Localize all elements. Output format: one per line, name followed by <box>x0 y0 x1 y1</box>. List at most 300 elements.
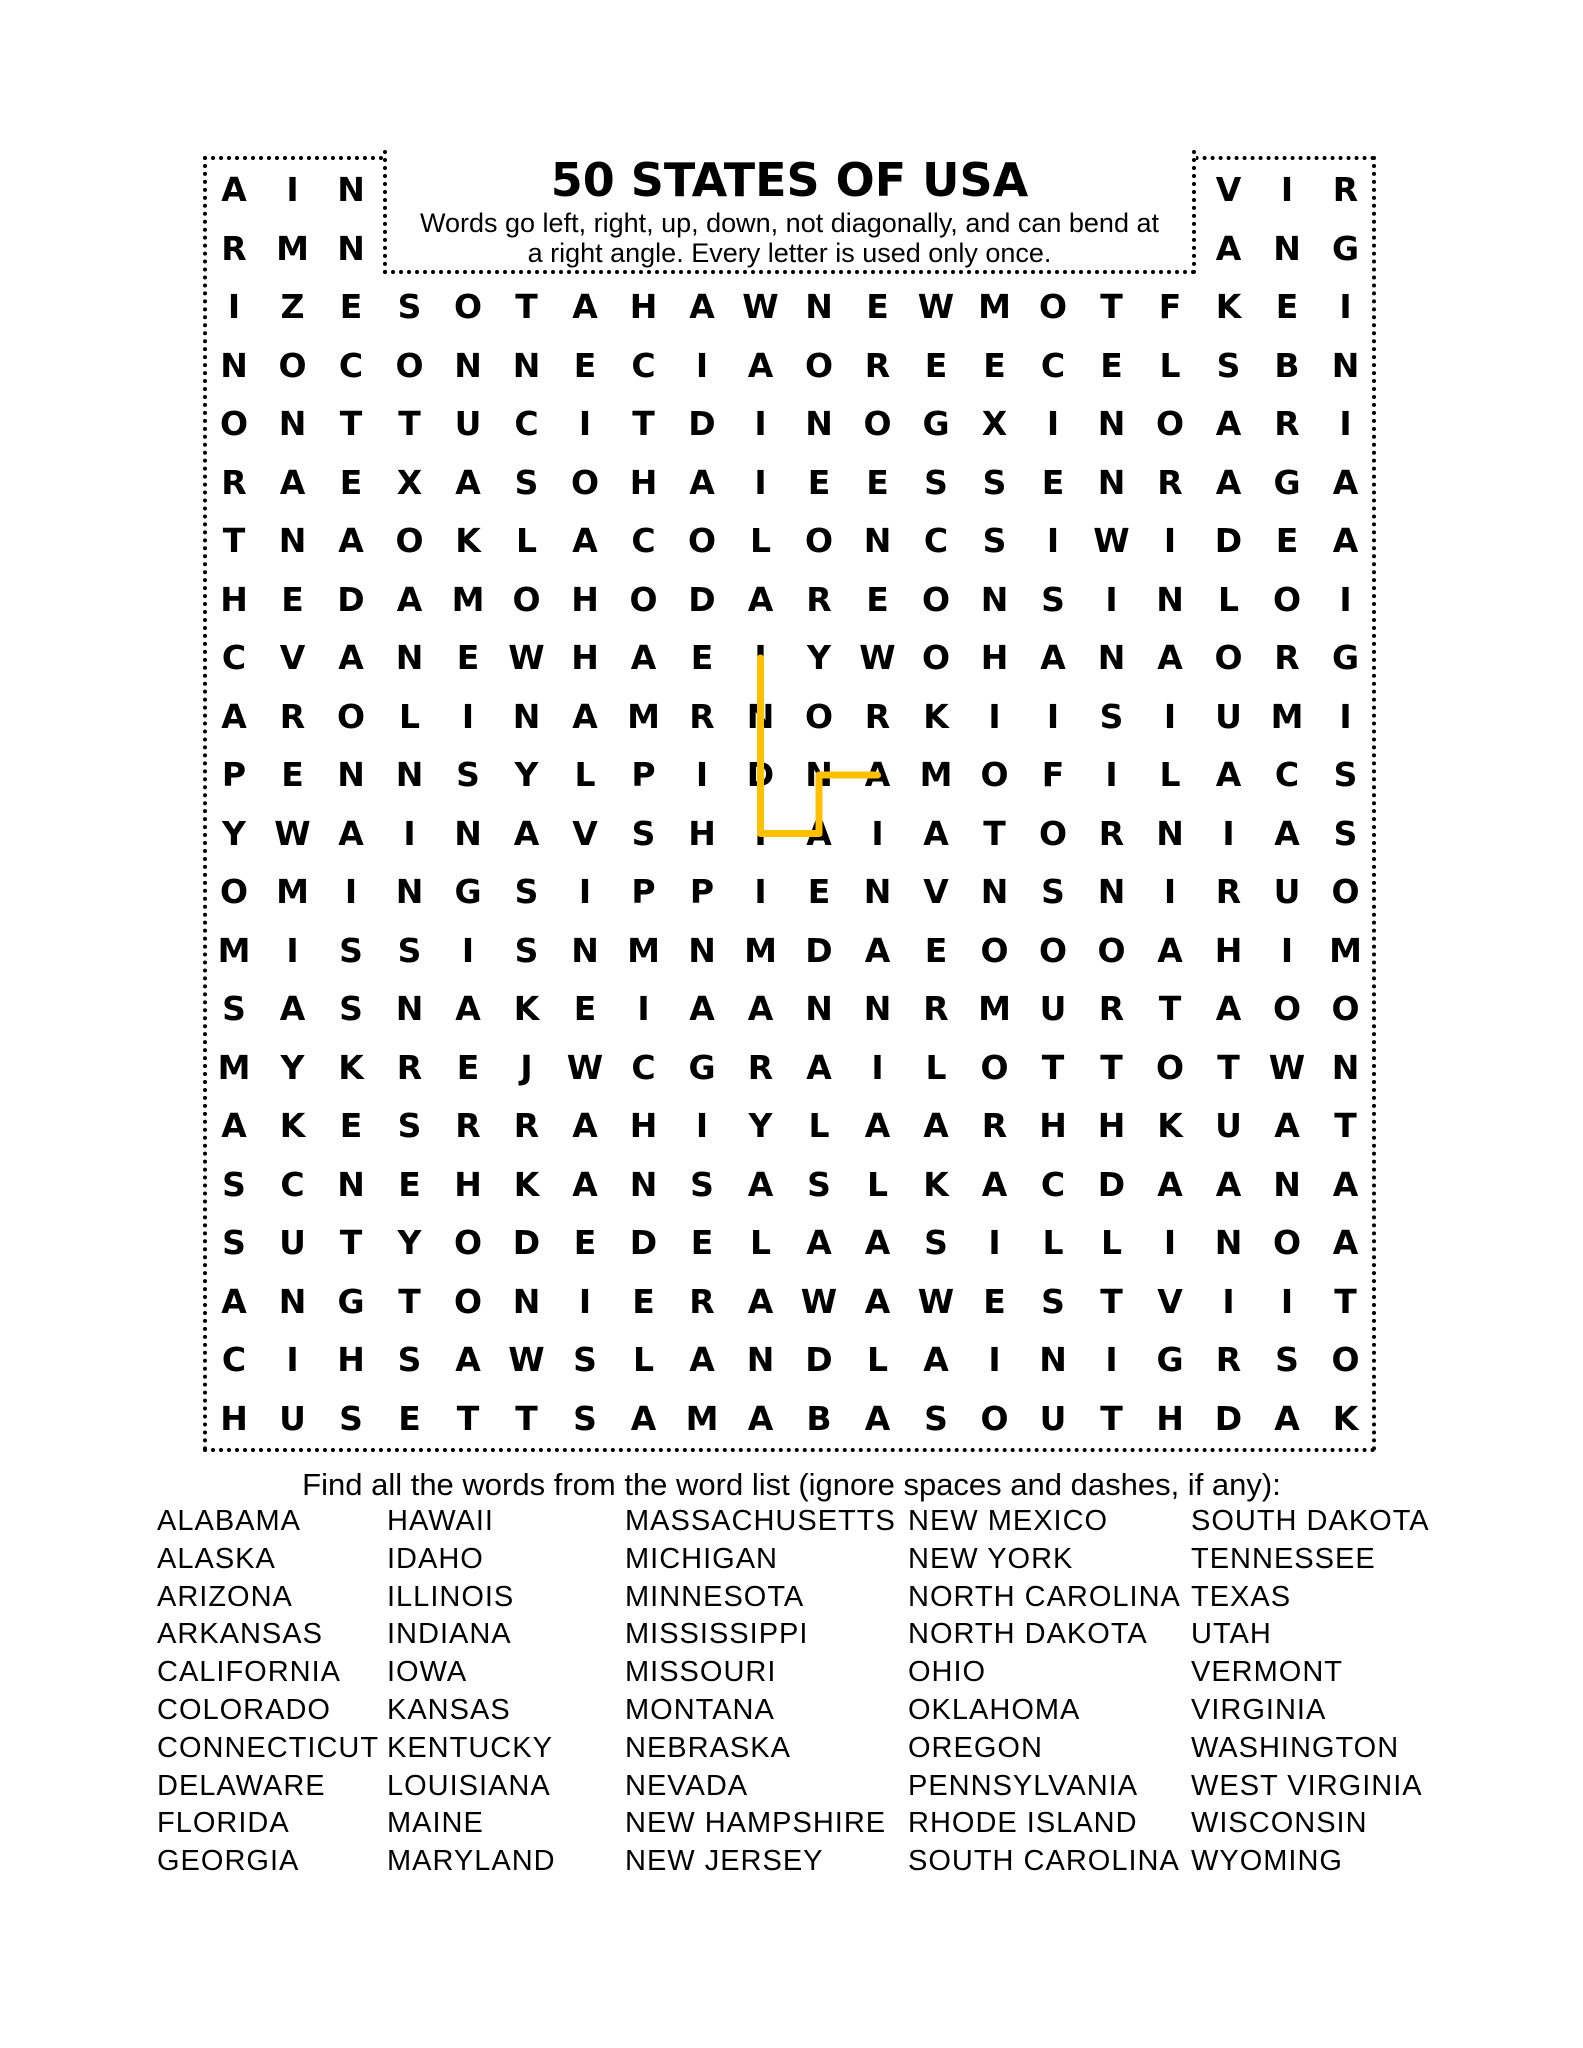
grid-letter[interactable]: N <box>980 579 1009 619</box>
grid-letter[interactable]: E <box>456 638 480 677</box>
grid-letter[interactable]: N <box>1097 638 1126 677</box>
grid-letter[interactable]: D <box>512 1223 541 1262</box>
grid-letter[interactable]: R <box>396 1047 423 1087</box>
grid-letter[interactable]: N <box>1156 579 1184 619</box>
grid-letter[interactable]: P <box>631 755 656 794</box>
grid-letter[interactable]: T <box>1100 1281 1123 1321</box>
grid-letter[interactable]: S <box>1041 579 1065 619</box>
grid-letter[interactable]: E <box>573 1223 597 1262</box>
grid-letter[interactable]: L <box>515 521 538 560</box>
grid-letter[interactable]: E <box>281 755 304 794</box>
grid-letter[interactable]: O <box>278 345 307 385</box>
grid-letter[interactable]: F <box>1158 287 1182 326</box>
grid-letter[interactable]: A <box>221 170 247 209</box>
grid-letter[interactable]: O <box>980 1047 1009 1087</box>
grid-letter[interactable]: I <box>403 813 416 853</box>
grid-letter[interactable]: R <box>864 696 891 736</box>
grid-letter[interactable]: S <box>222 1223 246 1262</box>
grid-letter[interactable]: S <box>339 989 363 1028</box>
grid-letter[interactable]: A <box>572 1164 598 1204</box>
grid-letter[interactable]: K <box>279 1106 306 1145</box>
grid-letter[interactable]: A <box>806 813 832 853</box>
grid-letter[interactable]: T <box>222 521 246 560</box>
grid-letter[interactable]: C <box>631 1047 656 1087</box>
grid-letter[interactable]: D <box>805 1340 833 1379</box>
grid-letter[interactable]: H <box>629 1106 658 1145</box>
grid-letter[interactable]: O <box>1331 1340 1360 1379</box>
grid-letter[interactable]: A <box>806 1047 832 1087</box>
grid-letter[interactable]: S <box>631 813 656 853</box>
grid-letter[interactable]: E <box>456 1047 480 1087</box>
grid-letter[interactable]: I <box>871 1047 884 1087</box>
grid-letter[interactable]: I <box>1163 696 1177 736</box>
grid-letter[interactable]: O <box>453 1223 483 1262</box>
grid-letter[interactable]: A <box>1332 521 1359 560</box>
grid-letter[interactable]: N <box>337 755 365 794</box>
grid-letter[interactable]: T <box>632 404 655 443</box>
grid-letter[interactable]: N <box>629 1164 658 1204</box>
grid-letter[interactable]: A <box>572 1106 598 1145</box>
grid-letter[interactable]: I <box>695 755 709 794</box>
grid-letter[interactable]: I <box>695 345 709 385</box>
grid-letter[interactable]: Y <box>807 638 831 677</box>
grid-letter[interactable]: R <box>513 1106 540 1145</box>
grid-letter[interactable]: E <box>690 1223 714 1262</box>
grid-letter[interactable]: C <box>1040 1164 1066 1204</box>
grid-letter[interactable]: A <box>572 287 598 326</box>
grid-letter[interactable]: A <box>1215 462 1242 502</box>
grid-letter[interactable]: N <box>278 1281 307 1321</box>
grid-letter[interactable]: T <box>1217 1047 1240 1087</box>
grid-letter[interactable]: O <box>804 345 834 385</box>
grid-letter[interactable]: N <box>863 989 892 1028</box>
grid-letter[interactable]: O <box>512 579 541 619</box>
grid-letter[interactable]: C <box>631 521 656 560</box>
grid-letter[interactable]: N <box>1156 813 1184 853</box>
grid-letter[interactable]: S <box>397 930 422 970</box>
grid-letter[interactable]: T <box>339 404 363 443</box>
grid-letter[interactable]: A <box>923 813 949 853</box>
grid-letter[interactable]: C <box>514 404 539 443</box>
grid-letter[interactable]: T <box>1334 1106 1357 1145</box>
grid-letter[interactable]: V <box>572 813 598 853</box>
grid-letter[interactable]: R <box>864 345 891 385</box>
grid-letter[interactable]: I <box>344 872 358 911</box>
grid-letter[interactable]: A <box>221 1106 247 1145</box>
grid-letter[interactable]: I <box>1163 521 1177 560</box>
grid-letter[interactable]: I <box>461 696 475 736</box>
grid-letter[interactable]: O <box>1155 1047 1185 1087</box>
grid-letter[interactable]: S <box>982 521 1007 560</box>
grid-letter[interactable]: D <box>1214 521 1243 560</box>
grid-letter[interactable]: W <box>859 638 896 677</box>
grid-letter[interactable]: N <box>395 872 424 911</box>
grid-letter[interactable]: U <box>1273 872 1301 911</box>
grid-letter[interactable]: I <box>286 1340 299 1379</box>
grid-letter[interactable]: G <box>922 404 950 443</box>
grid-letter[interactable]: R <box>455 1106 481 1145</box>
grid-letter[interactable]: Y <box>222 813 246 853</box>
grid-letter[interactable]: I <box>578 404 592 443</box>
grid-letter[interactable]: S <box>514 462 539 502</box>
grid-letter[interactable]: O <box>395 345 424 385</box>
grid-letter[interactable]: E <box>573 345 597 385</box>
grid-letter[interactable]: D <box>688 579 716 619</box>
grid-letter[interactable]: O <box>1038 930 1068 970</box>
grid-letter[interactable]: L <box>1042 1223 1064 1262</box>
grid-letter[interactable]: W <box>1093 521 1130 560</box>
grid-letter[interactable]: A <box>689 1340 715 1379</box>
grid-letter[interactable]: N <box>1039 1340 1067 1379</box>
grid-letter[interactable]: I <box>1339 404 1352 443</box>
grid-letter[interactable]: I <box>988 696 1001 736</box>
grid-letter[interactable]: I <box>1105 579 1118 619</box>
grid-letter[interactable]: A <box>221 1281 247 1321</box>
grid-letter[interactable]: P <box>631 872 656 911</box>
grid-letter[interactable]: O <box>1272 989 1302 1028</box>
grid-letter[interactable]: E <box>339 287 363 326</box>
grid-letter[interactable]: G <box>1331 638 1360 677</box>
grid-letter[interactable]: S <box>1333 813 1358 853</box>
grid-letter[interactable]: S <box>339 930 363 970</box>
grid-letter[interactable]: R <box>1215 1340 1242 1379</box>
grid-letter[interactable]: S <box>1275 1340 1299 1379</box>
grid-letter[interactable]: O <box>629 579 658 619</box>
grid-letter[interactable]: I <box>1339 696 1352 736</box>
grid-letter[interactable]: T <box>1100 1398 1123 1438</box>
grid-letter[interactable]: A <box>1157 1164 1183 1204</box>
grid-letter[interactable]: L <box>749 521 772 560</box>
grid-letter[interactable]: H <box>1039 1106 1067 1145</box>
grid-letter[interactable]: S <box>1216 345 1241 385</box>
grid-letter[interactable]: G <box>1331 228 1360 268</box>
grid-letter[interactable]: S <box>924 462 948 502</box>
grid-letter[interactable]: O <box>336 696 366 736</box>
grid-letter[interactable]: I <box>227 287 241 326</box>
grid-letter[interactable]: O <box>1331 989 1360 1028</box>
grid-letter[interactable]: E <box>1100 345 1123 385</box>
grid-letter[interactable]: A <box>630 1398 657 1438</box>
grid-letter[interactable]: S <box>456 755 480 794</box>
grid-letter[interactable]: M <box>1270 696 1304 736</box>
grid-letter[interactable]: U <box>279 1398 306 1438</box>
grid-letter[interactable]: M <box>451 579 485 619</box>
grid-letter[interactable]: A <box>338 521 364 560</box>
grid-letter[interactable]: H <box>629 462 658 502</box>
grid-letter[interactable]: W <box>508 1340 545 1379</box>
grid-letter[interactable]: E <box>690 638 714 677</box>
grid-letter[interactable]: L <box>1100 1223 1123 1262</box>
grid-letter[interactable]: I <box>1046 404 1060 443</box>
grid-letter[interactable]: K <box>513 1164 540 1204</box>
grid-letter[interactable]: C <box>338 345 364 385</box>
grid-letter[interactable]: R <box>747 1047 774 1087</box>
grid-letter[interactable]: A <box>1215 989 1242 1028</box>
grid-letter[interactable]: E <box>632 1281 655 1321</box>
grid-letter[interactable]: N <box>980 872 1009 911</box>
grid-letter[interactable]: I <box>1046 696 1060 736</box>
grid-letter[interactable]: R <box>221 228 247 268</box>
grid-letter[interactable]: K <box>923 1164 949 1204</box>
grid-letter[interactable]: N <box>337 1164 365 1204</box>
grid-letter[interactable]: N <box>337 228 365 268</box>
grid-letter[interactable]: S <box>397 1340 422 1379</box>
grid-letter[interactable]: E <box>398 1164 421 1204</box>
grid-letter[interactable]: A <box>455 462 481 502</box>
grid-letter[interactable]: G <box>454 872 482 911</box>
grid-letter[interactable]: N <box>1273 1164 1301 1204</box>
grid-letter[interactable]: M <box>627 696 660 736</box>
grid-letter[interactable]: C <box>221 1340 247 1379</box>
grid-letter[interactable]: S <box>982 462 1007 502</box>
grid-letter[interactable]: R <box>806 579 832 619</box>
grid-letter[interactable]: A <box>1157 638 1183 677</box>
grid-letter[interactable]: R <box>1332 170 1359 209</box>
grid-letter[interactable]: N <box>805 404 833 443</box>
grid-letter[interactable]: N <box>395 989 424 1028</box>
grid-letter[interactable]: S <box>924 1223 948 1262</box>
grid-letter[interactable]: I <box>988 1340 1001 1379</box>
grid-letter[interactable]: R <box>1098 989 1125 1028</box>
grid-letter[interactable]: I <box>637 989 650 1028</box>
grid-letter[interactable]: R <box>689 696 715 736</box>
grid-letter[interactable]: D <box>629 1223 658 1262</box>
grid-letter[interactable]: I <box>578 1281 592 1321</box>
grid-letter[interactable]: N <box>1097 462 1126 502</box>
grid-letter[interactable]: B <box>806 1398 832 1438</box>
grid-letter[interactable]: M <box>217 930 251 970</box>
grid-letter[interactable]: A <box>806 1223 832 1262</box>
grid-letter[interactable]: O <box>570 462 600 502</box>
grid-letter[interactable]: O <box>1272 579 1302 619</box>
grid-letter[interactable]: Y <box>514 755 539 794</box>
grid-letter[interactable]: N <box>863 872 892 911</box>
grid-letter[interactable]: A <box>864 1106 891 1145</box>
grid-letter[interactable]: I <box>1163 1223 1177 1262</box>
grid-letter[interactable]: A <box>864 755 891 794</box>
grid-letter[interactable]: C <box>221 638 247 677</box>
grid-letter[interactable]: W <box>508 638 545 677</box>
grid-letter[interactable]: S <box>397 287 422 326</box>
grid-letter[interactable]: A <box>1215 228 1242 268</box>
grid-letter[interactable]: T <box>398 1281 421 1321</box>
grid-letter[interactable]: O <box>980 1398 1009 1438</box>
grid-letter[interactable]: E <box>398 1398 421 1438</box>
grid-letter[interactable]: L <box>866 1164 889 1204</box>
grid-letter[interactable]: S <box>397 1106 422 1145</box>
grid-letter[interactable]: R <box>1274 638 1300 677</box>
grid-letter[interactable]: N <box>1214 1223 1243 1262</box>
grid-letter[interactable]: D <box>337 579 365 619</box>
grid-letter[interactable]: D <box>746 755 775 794</box>
grid-letter[interactable]: E <box>924 930 948 970</box>
grid-letter[interactable]: A <box>279 989 306 1028</box>
grid-letter[interactable]: T <box>1334 1281 1357 1321</box>
grid-letter[interactable]: I <box>695 1106 709 1145</box>
grid-letter[interactable]: E <box>807 872 831 911</box>
grid-letter[interactable]: O <box>1038 813 1068 853</box>
grid-letter[interactable]: A <box>572 696 598 736</box>
grid-letter[interactable]: N <box>337 170 365 209</box>
grid-letter[interactable]: O <box>1214 638 1243 677</box>
grid-letter[interactable]: A <box>1274 1398 1300 1438</box>
grid-letter[interactable]: L <box>749 1223 772 1262</box>
grid-letter[interactable]: K <box>1215 287 1242 326</box>
grid-letter[interactable]: L <box>1159 755 1181 794</box>
grid-letter[interactable]: O <box>453 287 483 326</box>
grid-letter[interactable]: M <box>276 872 309 911</box>
grid-letter[interactable]: S <box>222 989 246 1028</box>
grid-letter[interactable]: M <box>744 930 777 970</box>
grid-letter[interactable]: A <box>747 1281 774 1321</box>
grid-letter[interactable]: R <box>1157 462 1183 502</box>
grid-letter[interactable]: F <box>1041 755 1065 794</box>
grid-letter[interactable]: Z <box>280 287 305 326</box>
grid-letter[interactable]: N <box>220 345 248 385</box>
grid-letter[interactable]: C <box>631 345 656 385</box>
grid-letter[interactable]: N <box>746 696 775 736</box>
grid-letter[interactable]: I <box>871 813 884 853</box>
grid-letter[interactable]: O <box>863 404 892 443</box>
grid-letter[interactable]: S <box>807 1164 831 1204</box>
grid-letter[interactable]: E <box>866 287 889 326</box>
grid-letter[interactable]: N <box>454 813 482 853</box>
grid-letter[interactable]: O <box>687 521 717 560</box>
grid-letter[interactable]: S <box>1099 696 1124 736</box>
grid-letter[interactable]: T <box>1100 1047 1123 1087</box>
grid-letter[interactable]: S <box>1041 872 1065 911</box>
grid-letter[interactable]: O <box>980 755 1009 794</box>
grid-letter[interactable]: I <box>1046 521 1060 560</box>
grid-letter[interactable]: O <box>921 579 951 619</box>
grid-letter[interactable]: B <box>1274 345 1300 385</box>
grid-letter[interactable]: L <box>866 1340 889 1379</box>
grid-letter[interactable]: D <box>805 930 833 970</box>
grid-letter[interactable]: A <box>864 1398 891 1438</box>
grid-letter[interactable]: R <box>221 462 247 502</box>
grid-letter[interactable]: N <box>805 287 833 326</box>
grid-letter[interactable]: I <box>1280 170 1294 209</box>
grid-letter[interactable]: N <box>805 755 833 794</box>
grid-letter[interactable]: A <box>1332 1164 1359 1204</box>
grid-letter[interactable]: N <box>512 345 541 385</box>
grid-letter[interactable]: A <box>1157 930 1183 970</box>
grid-letter[interactable]: I <box>1222 1281 1235 1321</box>
grid-letter[interactable]: W <box>917 1281 955 1321</box>
grid-letter[interactable]: A <box>1274 813 1300 853</box>
grid-letter[interactable]: A <box>689 287 715 326</box>
grid-letter[interactable]: N <box>688 930 716 970</box>
grid-letter[interactable]: R <box>689 1281 715 1321</box>
grid-letter[interactable]: G <box>1273 462 1301 502</box>
grid-letter[interactable]: N <box>746 1340 775 1379</box>
grid-letter[interactable]: X <box>981 404 1008 443</box>
grid-letter[interactable]: I <box>461 930 475 970</box>
grid-letter[interactable]: N <box>805 989 833 1028</box>
grid-letter[interactable]: M <box>978 287 1011 326</box>
grid-letter[interactable]: P <box>221 755 247 794</box>
grid-letter[interactable]: V <box>923 872 949 911</box>
grid-letter[interactable]: S <box>222 1164 246 1204</box>
grid-letter[interactable]: I <box>578 872 592 911</box>
grid-letter[interactable]: T <box>398 404 421 443</box>
grid-letter[interactable]: Y <box>748 1106 773 1145</box>
grid-letter[interactable]: E <box>983 345 1006 385</box>
grid-letter[interactable]: H <box>980 638 1009 677</box>
grid-letter[interactable]: A <box>1215 1164 1242 1204</box>
grid-letter[interactable]: E <box>1275 287 1299 326</box>
grid-letter[interactable]: H <box>1214 930 1243 970</box>
grid-letter[interactable]: A <box>747 989 774 1028</box>
grid-letter[interactable]: O <box>1155 404 1185 443</box>
grid-letter[interactable]: N <box>1273 228 1301 268</box>
grid-letter[interactable]: M <box>1329 930 1362 970</box>
grid-letter[interactable]: H <box>688 813 716 853</box>
grid-letter[interactable]: W <box>800 1281 838 1321</box>
grid-letter[interactable]: L <box>1159 345 1181 385</box>
grid-letter[interactable]: O <box>1038 287 1068 326</box>
grid-letter[interactable]: A <box>1040 638 1066 677</box>
grid-letter[interactable]: I <box>1339 579 1352 619</box>
grid-letter[interactable]: E <box>339 1106 363 1145</box>
grid-letter[interactable]: N <box>395 638 424 677</box>
grid-letter[interactable]: I <box>988 1223 1001 1262</box>
grid-letter[interactable]: A <box>1215 755 1242 794</box>
grid-letter[interactable]: O <box>219 872 249 911</box>
grid-letter[interactable]: I <box>1280 1281 1294 1321</box>
grid-letter[interactable]: D <box>688 404 716 443</box>
grid-letter[interactable]: U <box>279 1223 306 1262</box>
grid-letter[interactable]: M <box>276 228 309 268</box>
grid-letter[interactable]: O <box>804 696 834 736</box>
grid-letter[interactable]: O <box>1097 930 1126 970</box>
grid-letter[interactable]: O <box>219 404 249 443</box>
grid-letter[interactable]: N <box>278 404 307 443</box>
grid-letter[interactable]: A <box>630 638 657 677</box>
grid-letter[interactable]: E <box>1275 521 1299 560</box>
grid-letter[interactable]: E <box>807 462 831 502</box>
grid-letter[interactable]: P <box>689 872 715 911</box>
grid-letter[interactable]: N <box>1331 1047 1360 1087</box>
grid-letter[interactable]: N <box>1331 345 1360 385</box>
grid-letter[interactable]: U <box>1215 696 1242 736</box>
grid-letter[interactable]: C <box>280 1164 305 1204</box>
grid-letter[interactable]: W <box>274 813 311 853</box>
grid-letter[interactable]: S <box>573 1340 597 1379</box>
grid-letter[interactable]: I <box>1339 287 1352 326</box>
grid-letter[interactable]: S <box>514 930 539 970</box>
grid-letter[interactable]: H <box>337 1340 365 1379</box>
grid-letter[interactable]: K <box>513 989 540 1028</box>
grid-letter[interactable]: O <box>395 521 424 560</box>
grid-letter[interactable]: C <box>1040 345 1066 385</box>
grid-letter[interactable]: W <box>566 1047 604 1087</box>
grid-letter[interactable]: A <box>513 813 540 853</box>
grid-letter[interactable]: N <box>1097 872 1126 911</box>
grid-letter[interactable]: S <box>690 1164 714 1204</box>
grid-letter[interactable]: L <box>398 696 421 736</box>
grid-letter[interactable]: N <box>863 521 892 560</box>
grid-letter[interactable]: A <box>455 989 481 1028</box>
grid-letter[interactable]: R <box>1274 404 1300 443</box>
grid-letter[interactable]: D <box>1214 1398 1243 1438</box>
grid-letter[interactable]: A <box>221 696 247 736</box>
grid-letter[interactable]: L <box>574 755 596 794</box>
grid-letter[interactable]: H <box>629 287 658 326</box>
grid-letter[interactable]: M <box>627 930 660 970</box>
grid-letter[interactable]: A <box>747 579 774 619</box>
grid-letter[interactable]: H <box>220 579 248 619</box>
